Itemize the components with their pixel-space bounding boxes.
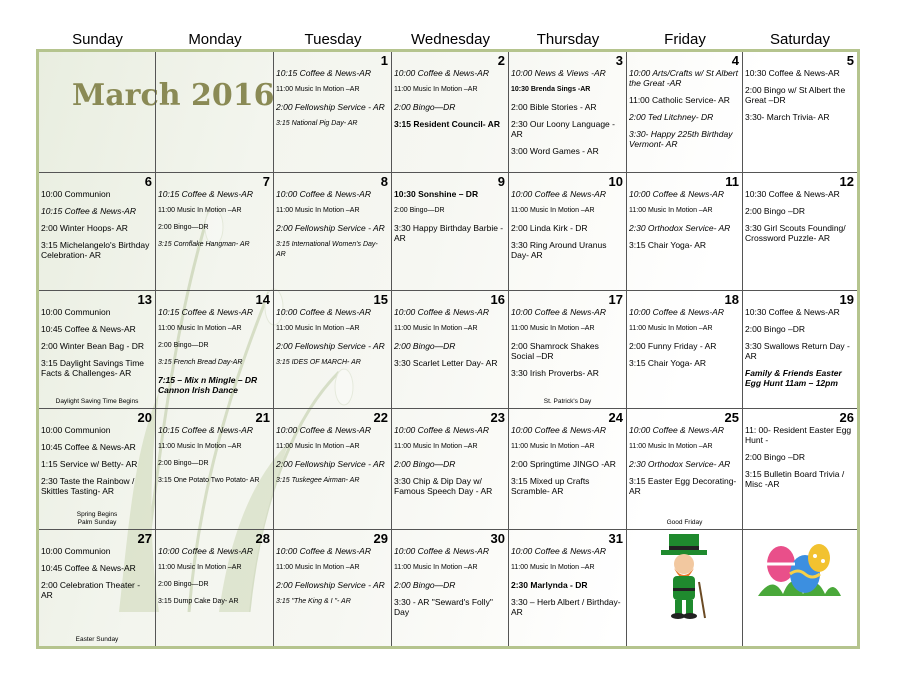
event-item: 2:00 Fellowship Service - AR: [276, 459, 385, 469]
event-item: 2:00 Bingo—DR: [158, 581, 209, 588]
event-item: 3:15 "The King & I "- AR: [276, 598, 351, 605]
day-cell-13: [39, 291, 156, 409]
day-cell-24: [509, 409, 627, 530]
event-item: 2:30 Orthodox Service- AR: [629, 223, 731, 233]
holiday-note: Daylight Saving Time Begins: [55, 398, 139, 405]
event-list: [394, 425, 506, 503]
event-item: 2:00 Fellowship Service - AR: [276, 341, 385, 351]
event-item: 10:15 Coffee & News-AR: [41, 206, 136, 216]
weekday-monday: Monday: [188, 31, 242, 48]
day-cell-10: [509, 173, 627, 291]
weekday-sunday: Sunday: [72, 31, 123, 48]
event-item: 11:00 Music In Motion –AR: [394, 325, 478, 332]
event-list: [41, 546, 153, 607]
day-number: 30: [490, 531, 505, 546]
event-item: 10:15 Coffee & News-AR: [158, 189, 253, 199]
event-item: 2:00 Bingo—DR: [158, 224, 209, 231]
event-list: [511, 546, 624, 624]
event-list: [629, 307, 740, 375]
event-item: Family & Friends Easter Egg Hunt 11am – 12pm: [745, 368, 842, 388]
day-cell-30: [392, 530, 509, 646]
event-item: 3:15 Michelangelo's Birthday Celebration- AR: [41, 240, 150, 260]
event-item: 2:00 Bingo—DR: [394, 459, 456, 469]
day-number: 11: [725, 174, 739, 189]
event-item: 10:15 Coffee & News-AR: [158, 307, 253, 317]
event-list: [629, 425, 740, 503]
event-item: 3:15 One Potato Two Potato- AR: [158, 477, 260, 484]
event-item: 2:00 Funny Friday - AR: [629, 341, 717, 351]
event-item: 2:00 Linda Kirk - DR: [511, 223, 588, 233]
day-number: 17: [608, 292, 623, 307]
day-cell-7: [156, 173, 274, 291]
day-number: 19: [839, 292, 854, 307]
day-number: 16: [490, 292, 505, 307]
event-item: 10:00 Coffee & News-AR: [629, 307, 724, 317]
event-item: 11:00 Music In Motion –AR: [276, 443, 360, 450]
day-cell-27: [39, 530, 156, 646]
event-item: 3:00 Word Games - AR: [511, 146, 599, 156]
event-item: 2:00 Bingo—DR: [158, 342, 209, 349]
event-item: 2:30 Orthodox Service- AR: [629, 459, 731, 469]
weekday-header: [39, 31, 857, 51]
event-list: [276, 307, 389, 375]
event-item: 11:00 Music In Motion –AR: [158, 325, 242, 332]
event-item: 10:30 Brenda Sings -AR: [511, 86, 591, 93]
day-number: 20: [137, 410, 152, 425]
event-item: 3:15 National Pig Day- AR: [276, 120, 358, 127]
day-number: 14: [255, 292, 270, 307]
event-item: 3:30 – Herb Albert / Birthday- AR: [511, 597, 621, 617]
event-item: 10:00 Coffee & News-AR: [276, 307, 371, 317]
event-item: 2:00 Bingo—DR: [394, 580, 456, 590]
day-cell-31: [509, 530, 627, 646]
event-item: 11:00 Music In Motion –AR: [511, 564, 595, 571]
day-cell-28: [156, 530, 274, 646]
event-item: 10:45 Coffee & News-AR: [41, 563, 136, 573]
day-number: 21: [255, 410, 270, 425]
event-list: [629, 189, 740, 257]
event-item: 10:00 Coffee & News-AR: [394, 307, 489, 317]
event-item: 3:15 Chair Yoga- AR: [629, 358, 707, 368]
day-number: 13: [137, 292, 152, 307]
day-number: 2: [497, 53, 505, 68]
event-item: 3:15 Daylight Savings Time Facts & Challenges- AR: [41, 358, 144, 378]
event-item: 3:30- March Trivia- AR: [745, 112, 830, 122]
event-item: 10:00 Coffee & News-AR: [511, 189, 606, 199]
event-item: 2:00 Bingo –DR: [745, 324, 806, 334]
event-list: [158, 546, 271, 614]
empty-day-cell: [39, 52, 156, 173]
day-cell-14: [156, 291, 274, 409]
event-list: [276, 189, 389, 267]
event-item: 11:00 Music In Motion –AR: [511, 443, 595, 450]
holiday-note: Easter Sunday: [75, 636, 119, 643]
event-list: [511, 307, 624, 385]
event-item: 3:15 Dump Cake Day- AR: [158, 598, 239, 605]
event-item: 2:00 Bingo w/ St Albert the Great –DR: [745, 85, 846, 105]
event-item: 2:00 Fellowship Service - AR: [276, 580, 385, 590]
leprechaun-icon: [649, 532, 719, 620]
event-item: 3:30 Irish Proverbs- AR: [511, 368, 599, 378]
event-item: 10:45 Coffee & News-AR: [41, 442, 136, 452]
holiday-note: Spring Begins Palm Sunday: [76, 511, 118, 526]
event-item: 3:30 Girl Scouts Founding/ Crossword Puzzle- AR: [745, 223, 846, 243]
day-number: 26: [839, 410, 854, 425]
event-list: [629, 68, 740, 156]
day-number: 8: [380, 174, 388, 189]
event-item: 10:00 Communion: [41, 307, 111, 317]
day-cell-22: [274, 409, 392, 530]
day-number: 7: [262, 174, 270, 189]
event-item: 2:00 Shamrock Shakes Social –DR: [511, 341, 599, 361]
event-item: 10:30 Sonshine – DR: [394, 189, 479, 199]
event-item: 2:00 Bingo—DR: [394, 207, 445, 214]
event-item: 2:00 Bingo—DR: [158, 460, 209, 467]
event-list: [511, 189, 624, 267]
event-item: 10:00 Coffee & News-AR: [158, 546, 253, 556]
event-item: 2:00 Bingo—DR: [394, 341, 456, 351]
event-item: 10:30 Coffee & News-AR: [745, 68, 840, 78]
event-item: 7:15 – Mix n Mingle – DR Cannon Irish Dance: [158, 375, 258, 395]
day-number: 10: [608, 174, 623, 189]
day-number: 24: [608, 410, 623, 425]
event-item: 11:00 Music In Motion –AR: [158, 564, 242, 571]
event-item: 1:15 Service w/ Betty- AR: [41, 459, 138, 469]
event-item: 10:00 Coffee & News-AR: [511, 546, 606, 556]
day-number: 5: [846, 53, 854, 68]
day-number: 29: [373, 531, 388, 546]
event-item: 10:00 Coffee & News-AR: [394, 68, 489, 78]
event-item: 11:00 Music In Motion –AR: [394, 443, 478, 450]
event-list: [394, 546, 506, 624]
day-number: 6: [144, 174, 152, 189]
event-list: [745, 307, 855, 395]
event-item: 10:00 Coffee & News-AR: [394, 425, 489, 435]
day-cell-26: [743, 409, 857, 530]
event-item: 11:00 Music In Motion –AR: [276, 207, 360, 214]
event-item: 11:00 Music In Motion –AR: [394, 86, 478, 93]
empty-day-cell: [627, 530, 743, 646]
day-cell-6: [39, 173, 156, 291]
day-cell-5: [743, 52, 857, 173]
event-item: 11:00 Music In Motion –AR: [158, 207, 242, 214]
event-list: [745, 189, 855, 250]
weekday-tuesday: Tuesday: [304, 31, 362, 48]
event-item: 10:00 Coffee & News-AR: [511, 307, 606, 317]
weekday-wednesday: Wednesday: [411, 31, 490, 48]
event-item: 10:00 Communion: [41, 546, 111, 556]
event-item: 2:00 Springtime JINGO -AR: [511, 459, 616, 469]
event-item: 3:15 International Women's Day- AR: [276, 241, 378, 258]
day-cell-12: [743, 173, 857, 291]
event-item: 2:00 Bible Stories - AR: [511, 102, 597, 112]
day-number: 3: [615, 53, 623, 68]
event-item: 2:30 Marlynda - DR: [511, 580, 588, 590]
event-item: 2:00 Winter Bean Bag - DR: [41, 341, 144, 351]
event-item: 3:15 Tuskegee Airman- AR: [276, 477, 360, 484]
event-item: 10:00 Arts/Crafts w/ St Albert the Great -AR: [629, 68, 738, 88]
event-list: [158, 425, 271, 493]
event-item: 10:00 News & Views -AR: [511, 68, 606, 78]
day-cell-2: [392, 52, 509, 173]
event-item: 3:15 IDES OF MARCH- AR: [276, 359, 361, 366]
day-number: 31: [608, 531, 623, 546]
day-cell-3: [509, 52, 627, 173]
event-item: 2:00 Bingo –DR: [745, 452, 806, 462]
event-list: [41, 307, 153, 385]
event-list: [158, 307, 271, 402]
day-cell-18: [627, 291, 743, 409]
day-cell-17: [509, 291, 627, 409]
event-item: 3:15 Mixed up Crafts Scramble- AR: [511, 476, 590, 496]
day-number: 15: [373, 292, 388, 307]
event-item: 11:00 Music In Motion –AR: [629, 325, 713, 332]
event-item: 10:00 Coffee & News-AR: [629, 425, 724, 435]
event-item: 10:00 Coffee & News-AR: [394, 546, 489, 556]
day-number: 25: [724, 410, 739, 425]
event-item: 11:00 Music In Motion –AR: [276, 325, 360, 332]
day-cell-15: [274, 291, 392, 409]
event-list: [511, 68, 624, 163]
event-list: [745, 68, 855, 129]
event-item: 3:15 Resident Council- AR: [394, 119, 500, 129]
event-item: 2:00 Ted Litchney- DR: [629, 112, 714, 122]
event-item: 2:00 Celebration Theater - AR: [41, 580, 141, 600]
day-cell-8: [274, 173, 392, 291]
event-list: [394, 307, 506, 375]
day-number: 12: [839, 174, 854, 189]
event-list: [276, 68, 389, 136]
event-item: 3:30 Happy Birthday Barbie - AR: [394, 223, 504, 243]
event-item: 3:15 Cornflake Hangman- AR: [158, 241, 250, 248]
easter-eggs-icon: [753, 534, 843, 604]
holiday-note: Good Friday: [666, 519, 703, 526]
event-item: 11:00 Music In Motion –AR: [276, 564, 360, 571]
event-item: 2:00 Bingo –DR: [745, 206, 806, 216]
event-list: [394, 68, 506, 136]
day-cell-16: [392, 291, 509, 409]
event-list: [745, 425, 855, 496]
event-item: 10:15 Coffee & News-AR: [158, 425, 253, 435]
event-item: 10:00 Coffee & News-AR: [276, 546, 371, 556]
day-cell-4: [627, 52, 743, 173]
event-item: 11:00 Music In Motion –AR: [511, 207, 595, 214]
event-item: 3:30 Chip & Dip Day w/ Famous Speech Day - AR: [394, 476, 493, 496]
calendar-grid: [39, 52, 857, 646]
day-number: 9: [497, 174, 505, 189]
event-item: 11: 00- Resident Easter Egg Hunt -: [745, 425, 852, 445]
event-item: 2:30 Our Loony Language - AR: [511, 119, 615, 139]
event-item: 10:45 Coffee & News-AR: [41, 324, 136, 334]
event-item: 3:15 Easter Egg Decorating- AR: [629, 476, 737, 496]
event-item: 3:30 Scarlet Letter Day- AR: [394, 358, 498, 368]
event-item: 10:00 Coffee & News-AR: [276, 425, 371, 435]
event-item: 10:00 Coffee & News-AR: [511, 425, 606, 435]
event-item: 11:00 Music In Motion –AR: [276, 86, 360, 93]
event-item: 2:00 Winter Hoops- AR: [41, 223, 128, 233]
event-item: 11:00 Catholic Service- AR: [629, 95, 730, 105]
event-item: 10:15 Coffee & News-AR: [276, 68, 371, 78]
weekday-friday: Friday: [664, 31, 706, 48]
event-item: 10:30 Coffee & News-AR: [745, 189, 840, 199]
event-item: 3:15 Chair Yoga- AR: [629, 240, 707, 250]
event-item: 10:00 Communion: [41, 189, 111, 199]
event-list: [276, 425, 389, 493]
holiday-note: St. Patrick's Day: [543, 398, 592, 405]
event-item: 3:30 Swallows Return Day - AR: [745, 341, 850, 361]
event-item: 3:15 French Bread Day-AR: [158, 359, 243, 366]
day-cell-23: [392, 409, 509, 530]
day-cell-25: [627, 409, 743, 530]
event-item: 3:30 Ring Around Uranus Day- AR: [511, 240, 607, 260]
event-item: 10:00 Coffee & News-AR: [276, 189, 371, 199]
empty-day-cell: [743, 530, 857, 646]
event-item: 11:00 Music In Motion –AR: [511, 325, 595, 332]
day-cell-1: [274, 52, 392, 173]
day-cell-21: [156, 409, 274, 530]
event-list: [511, 425, 624, 503]
event-item: 10:00 Coffee & News-AR: [629, 189, 724, 199]
event-item: 2:00 Bingo—DR: [394, 102, 456, 112]
event-item: 11:00 Music In Motion –AR: [394, 564, 478, 571]
day-cell-11: [627, 173, 743, 291]
weekday-saturday: Saturday: [769, 31, 831, 48]
event-item: 2:00 Fellowship Service - AR: [276, 102, 385, 112]
day-cell-29: [274, 530, 392, 646]
day-number: 4: [731, 53, 739, 68]
event-item: 11:00 Music In Motion –AR: [158, 443, 242, 450]
day-number: 22: [373, 410, 388, 425]
event-item: 2:00 Fellowship Service - AR: [276, 223, 385, 233]
event-item: 11:00 Music In Motion –AR: [629, 207, 713, 214]
event-item: 10:00 Communion: [41, 425, 111, 435]
day-number: 23: [490, 410, 505, 425]
event-item: 3:30 - AR "Seward's Folly" Day: [394, 597, 493, 617]
day-number: 1: [380, 53, 388, 68]
weekday-thursday: Thursday: [536, 31, 600, 48]
event-list: [158, 189, 271, 257]
day-cell-9: [392, 173, 509, 291]
event-item: 10:30 Coffee & News-AR: [745, 307, 840, 317]
day-number: 27: [137, 531, 152, 546]
event-item: 3:15 Bulletin Board Trivia / Misc -AR: [745, 469, 845, 489]
event-item: 2:30 Taste the Rainbow / Skittles Tasting- AR: [41, 476, 135, 496]
day-cell-19: [743, 291, 857, 409]
event-list: [276, 546, 389, 614]
event-item: 11:00 Music In Motion –AR: [629, 443, 713, 450]
event-item: 3:30- Happy 225th Birthday Vermont- AR: [629, 129, 733, 149]
empty-day-cell: [156, 52, 274, 173]
event-list: [41, 425, 153, 503]
event-list: [41, 189, 153, 267]
day-number: 28: [255, 531, 270, 546]
month-title: March 2016: [72, 78, 275, 113]
day-cell-20: [39, 409, 156, 530]
event-list: [394, 189, 506, 250]
day-number: 18: [724, 292, 739, 307]
